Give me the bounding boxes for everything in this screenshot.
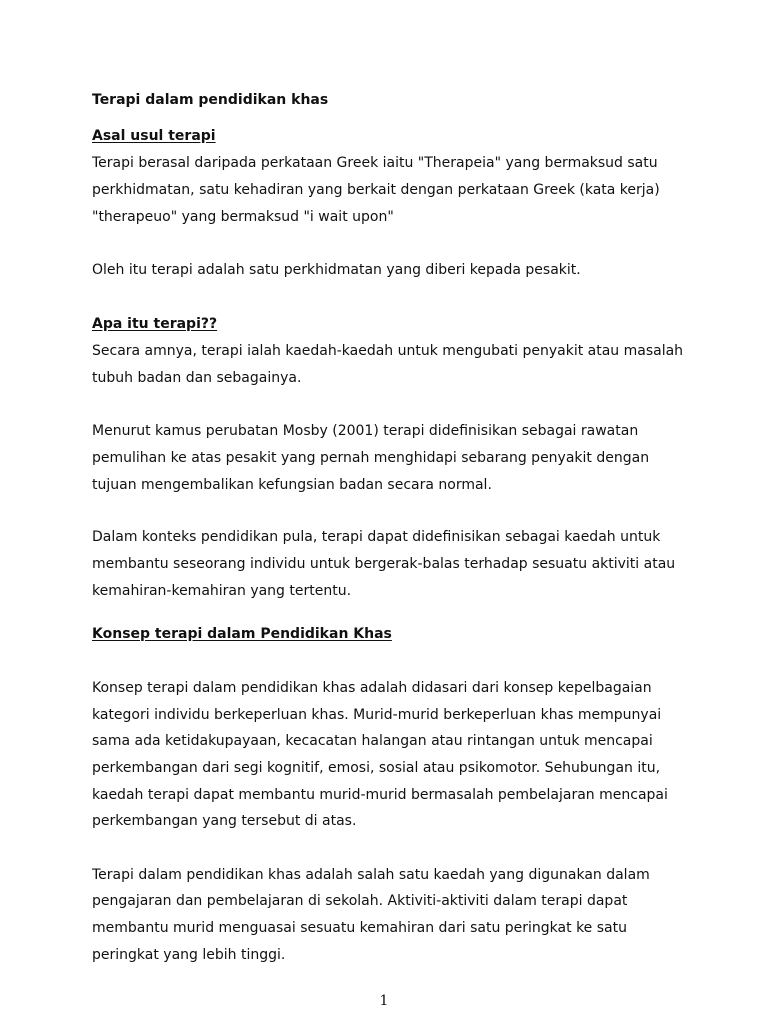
paragraph-line: kaedah terapi dapat membantu murid-murid bermasalah pembelajaran mencapai xyxy=(92,787,668,803)
paragraph-line: perkembangan yang tersebut di atas. xyxy=(92,813,357,829)
paragraph-line: kemahiran-kemahiran yang tertentu. xyxy=(92,583,352,599)
paragraph-line: Menurut kamus perubatan Mosby (2001) terapi didefinisikan sebagai rawatan xyxy=(92,423,639,439)
paragraph-line: kategori individu berkeperluan khas. Murid-murid berkeperluan khas mempunyai xyxy=(92,707,662,723)
paragraph-line: perkembangan dari segi kognitif, emosi, sosial atau psikomotor. Sehubungan itu, xyxy=(92,760,661,776)
paragraph-line: Konsep terapi dalam pendidikan khas adalah didasari dari konsep kepelbagaian xyxy=(92,680,652,696)
page-number: 1 xyxy=(379,993,389,1009)
paragraph-line: perkhidmatan, satu kehadiran yang berkait dengan perkataan Greek (kata kerja) xyxy=(92,182,660,198)
paragraph-line: membantu murid menguasai sesuatu kemahiran dari satu peringkat ke satu xyxy=(92,920,627,936)
section-heading-konsep-terapi: Konsep terapi dalam Pendidikan Khas xyxy=(92,626,392,642)
paragraph-line: Terapi berasal daripada perkataan Greek iaitu "Therapeia" yang bermaksud satu xyxy=(92,155,658,171)
paragraph-line: "therapeuo" yang bermaksud "i wait upon" xyxy=(92,209,394,225)
paragraph-line: tujuan mengembalikan kefungsian badan secara normal. xyxy=(92,477,492,493)
paragraph-line: Oleh itu terapi adalah satu perkhidmatan yang diberi kepada pesakit. xyxy=(92,262,581,278)
paragraph-line: peringkat yang lebih tinggi. xyxy=(92,947,286,963)
paragraph-line: membantu seseorang individu untuk bergerak-balas terhadap sesuatu aktiviti atau xyxy=(92,556,676,572)
paragraph-line: Secara amnya, terapi ialah kaedah-kaedah untuk mengubati penyakit atau masalah xyxy=(92,343,684,359)
paragraph-line: Terapi dalam pendidikan khas adalah salah satu kaedah yang digunakan dalam xyxy=(92,867,650,883)
section-heading-asal-usul: Asal usul terapi xyxy=(92,128,216,144)
paragraph-line: pemulihan ke atas pesakit yang pernah menghidapi sebarang penyakit dengan xyxy=(92,450,650,466)
paragraph-line: tubuh badan dan sebagainya. xyxy=(92,370,302,386)
paragraph-line: pengajaran dan pembelajaran di sekolah. Aktiviti-aktiviti dalam terapi dapat xyxy=(92,893,628,909)
paragraph-line: sama ada ketidakupayaan, kecacatan halangan atau rintangan untuk mencapai xyxy=(92,733,653,749)
section-heading-apa-itu-terapi: Apa itu terapi?? xyxy=(92,316,218,332)
document-title: Terapi dalam pendidikan khas xyxy=(92,92,329,108)
paragraph-line: Dalam konteks pendidikan pula, terapi dapat didefinisikan sebagai kaedah untuk xyxy=(92,529,661,545)
